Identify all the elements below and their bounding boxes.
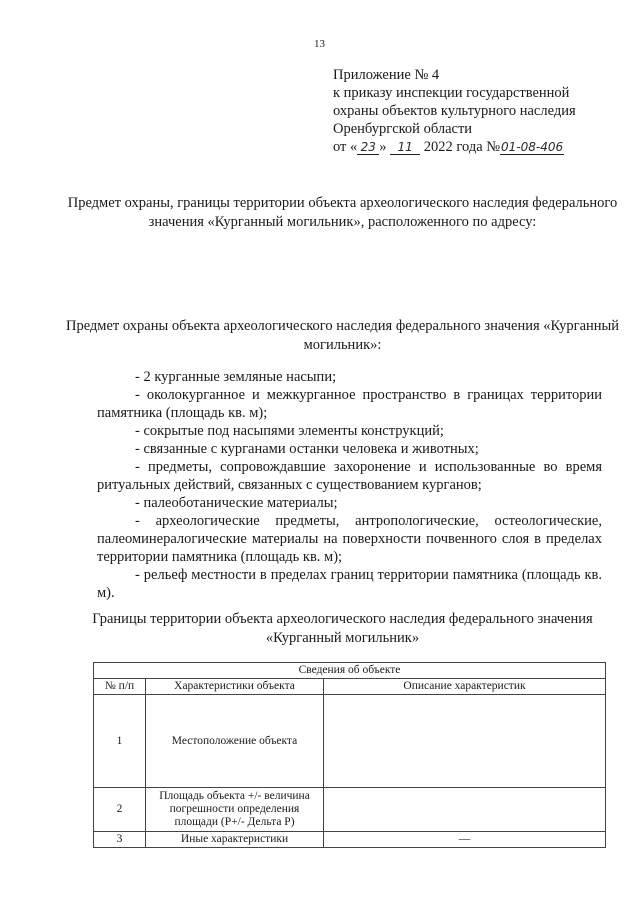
appendix-agency: охраны объектов культурного наследия xyxy=(333,103,576,119)
table-header-cell: Характеристики объекта xyxy=(146,679,324,695)
date-mid: » xyxy=(379,139,387,155)
list-item: - околокурганное и межкурганное пространство в границах территории памятника (площадь кв. м); xyxy=(97,387,602,421)
list-item: - сокрытые под насыпями элементы конструкций; xyxy=(135,423,444,439)
list-item: - предметы, сопровождавшие захоронение и использованные во время ритуальных действий, связанных с существованием курганов; xyxy=(97,459,602,493)
date-month: 11 xyxy=(390,140,420,155)
date-day: 23 xyxy=(357,140,379,155)
appendix-region: Оренбургской области xyxy=(333,121,473,137)
table-cell-num: 3 xyxy=(94,832,146,848)
table-row xyxy=(94,832,606,848)
table-cell-description xyxy=(324,788,606,832)
table-cell-characteristic: Иные характеристики xyxy=(146,832,324,848)
table-header-cell: Описание характеристик xyxy=(324,679,606,695)
table-cell-num: 2 xyxy=(94,788,146,832)
appendix-order-ref: к приказу инспекции государственной xyxy=(333,85,570,101)
table-cell-characteristic: Местоположение объекта xyxy=(146,695,324,788)
object-info-table xyxy=(93,662,606,848)
appendix-title: Приложение № 4 xyxy=(333,67,440,83)
appendix-header xyxy=(333,66,576,156)
appendix-date-line xyxy=(333,138,576,156)
date-prefix: от « xyxy=(333,139,358,155)
list-item: - археологические предметы, антропологические, остеологические, палеоминералогические материалы на поверхности почвенного слоя в пределах территории памятника (площадь кв. м); xyxy=(97,513,602,565)
table-header-cell: № п/п xyxy=(94,679,146,695)
table-row xyxy=(94,788,606,832)
table-caption: Сведения об объекте xyxy=(94,663,606,679)
list-item: - 2 курганные земляные насыпи; xyxy=(135,369,337,385)
list-item: - палеоботанические материалы; xyxy=(135,495,338,511)
boundaries-title: Границы территории объекта археологического наследия федерального значения «Курганный могильник» xyxy=(92,611,593,646)
order-number: 01-08-406 xyxy=(501,140,564,154)
table-cell-description: — xyxy=(324,832,606,848)
protection-items-list xyxy=(97,368,602,602)
protection-title: Предмет охраны объекта археологического наследия федерального значения «Курганный могильник»: xyxy=(65,318,620,353)
list-item: - связанные с курганами останки человека и животных; xyxy=(135,441,479,457)
table-cell-description xyxy=(324,695,606,788)
table-cell-num: 1 xyxy=(94,695,146,788)
page-number: 13 xyxy=(314,38,325,50)
list-item: - рельеф местности в пределах границ территории памятника (площадь кв. м). xyxy=(97,567,602,601)
subject-title: Предмет охраны, границы территории объекта археологического наследия федерального значения «Курганный могильник», расположенного по адресу: xyxy=(67,195,618,230)
table-row xyxy=(94,695,606,788)
table-cell-characteristic: Площадь объекта +/- величина погрешности определения площади (P+/- Дельта P) xyxy=(146,788,324,832)
date-year: 2022 года № xyxy=(423,139,501,155)
